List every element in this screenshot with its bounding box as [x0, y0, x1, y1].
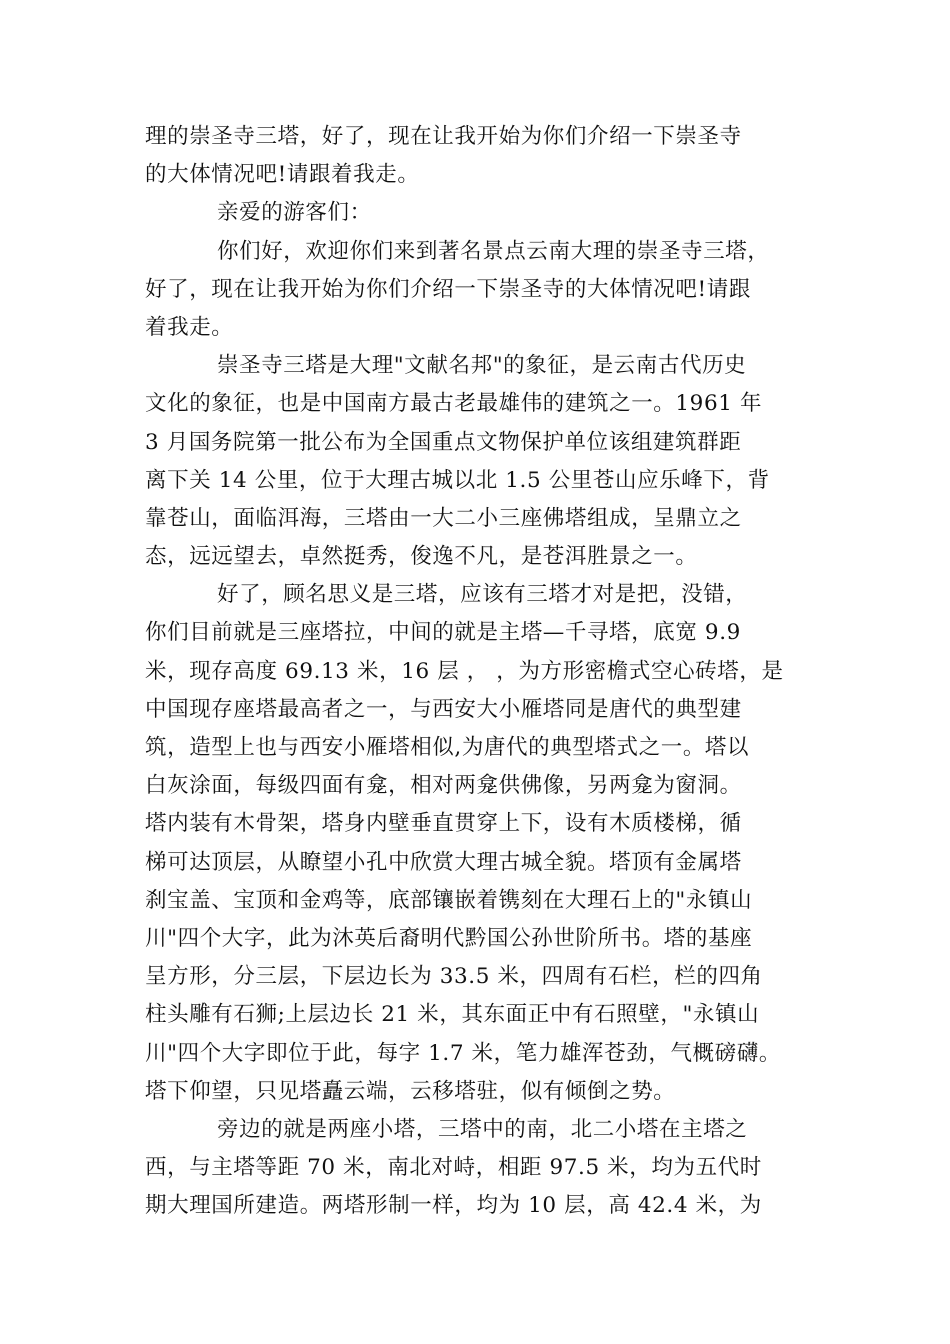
- paragraph-6: [145, 1111, 825, 1226]
- text-line: 柱头雕有石狮;上层边长 21 米，其东面正中有石照壁，"永镇山: [145, 1002, 760, 1028]
- paragraph-4: [145, 347, 825, 576]
- text-line: 梯可达顶层，从瞭望小孔中欣赏大理古城全貌。塔顶有金属塔: [145, 849, 742, 875]
- text-line: 你们好，欢迎你们来到著名景点云南大理的崇圣寺三塔，: [217, 238, 770, 264]
- text-line: 西，与主塔等距 70 米，南北对峙，相距 97.5 米，均为五代时: [145, 1155, 762, 1181]
- text-line: 态，远远望去，卓然挺秀，俊逸不凡，是苍洱胜景之一。: [145, 544, 698, 570]
- text-line: 崇圣寺三塔是大理"文献名邦"的象征，是云南古代历史: [217, 353, 747, 379]
- text-line: 刹宝盖、宝顶和金鸡等，底部镶嵌着镌刻在大理石上的"永镇山: [145, 887, 753, 913]
- text-line: 川"四个大字即位于此，每字 1.7 米，笔力雄浑苍劲，气概磅礴。: [145, 1040, 781, 1066]
- text-line: 离下关 14 公里，位于大理古城以北 1.5 公里苍山应乐峰下，背: [145, 467, 770, 493]
- text-line: 文化的象征，也是中国南方最古老最雄伟的建筑之一。1961 年: [145, 391, 763, 417]
- text-line: 旁边的就是两座小塔，三塔中的南，北二小塔在主塔之: [217, 1116, 748, 1142]
- text-line: 3 月国务院第一批公布为全国重点文物保护单位该组建筑群距: [145, 429, 742, 455]
- text-line: 你们目前就是三座塔拉，中间的就是主塔—千寻塔，底宽 9.9: [145, 620, 741, 646]
- paragraph-1: [145, 118, 825, 194]
- text-line: 米，现存高度 69.13 米，16 层 ， ，为方形密檐式空心砖塔，是: [145, 658, 784, 684]
- text-line: 的大体情况吧!请跟着我走。: [145, 162, 420, 188]
- text-line: 期大理国所建造。两塔形制一样，均为 10 层，高 42.4 米，为: [145, 1193, 762, 1219]
- text-line: 好了，现在让我开始为你们介绍一下崇圣寺的大体情况吧!请跟: [145, 276, 751, 302]
- text-line: 亲爱的游客们：: [217, 200, 372, 226]
- document-body: [145, 118, 825, 1225]
- text-line: 塔下仰望，只见塔矗云端，云移塔驻，似有倾倒之势。: [145, 1078, 676, 1104]
- paragraph-3: [145, 233, 825, 348]
- text-line: 白灰涂面，每级四面有龛，相对两龛供佛像，另两龛为窗洞。: [145, 773, 742, 799]
- text-line: 靠苍山，面临洱海，三塔由一大二小三座佛塔组成，呈鼎立之: [145, 505, 742, 531]
- paragraph-5: [145, 576, 825, 1111]
- text-line: 理的崇圣寺三塔，好了，现在让我开始为你们介绍一下崇圣寺: [145, 124, 742, 149]
- text-line: 好了，顾名思义是三塔，应该有三塔才对是把，没错，: [217, 582, 748, 608]
- text-line: 着我走。: [145, 314, 234, 340]
- text-line: 呈方形，分三层，下层边长为 33.5 米，四周有石栏，栏的四角: [145, 964, 763, 990]
- text-line: 塔内装有木骨架，塔身内壁垂直贯穿上下，设有木质楼梯，循: [145, 811, 742, 837]
- paragraph-2-salutation: [145, 194, 825, 232]
- text-line: 筑，造型上也与西安小雁塔相似,为唐代的典型塔式之一。塔以: [145, 735, 750, 760]
- text-line: 川"四个大字，此为沐英后裔明代黔国公孙世阶所书。塔的基座: [145, 925, 753, 951]
- text-line: 中国现存座塔最高者之一，与西安大小雁塔同是唐代的典型建: [145, 696, 742, 722]
